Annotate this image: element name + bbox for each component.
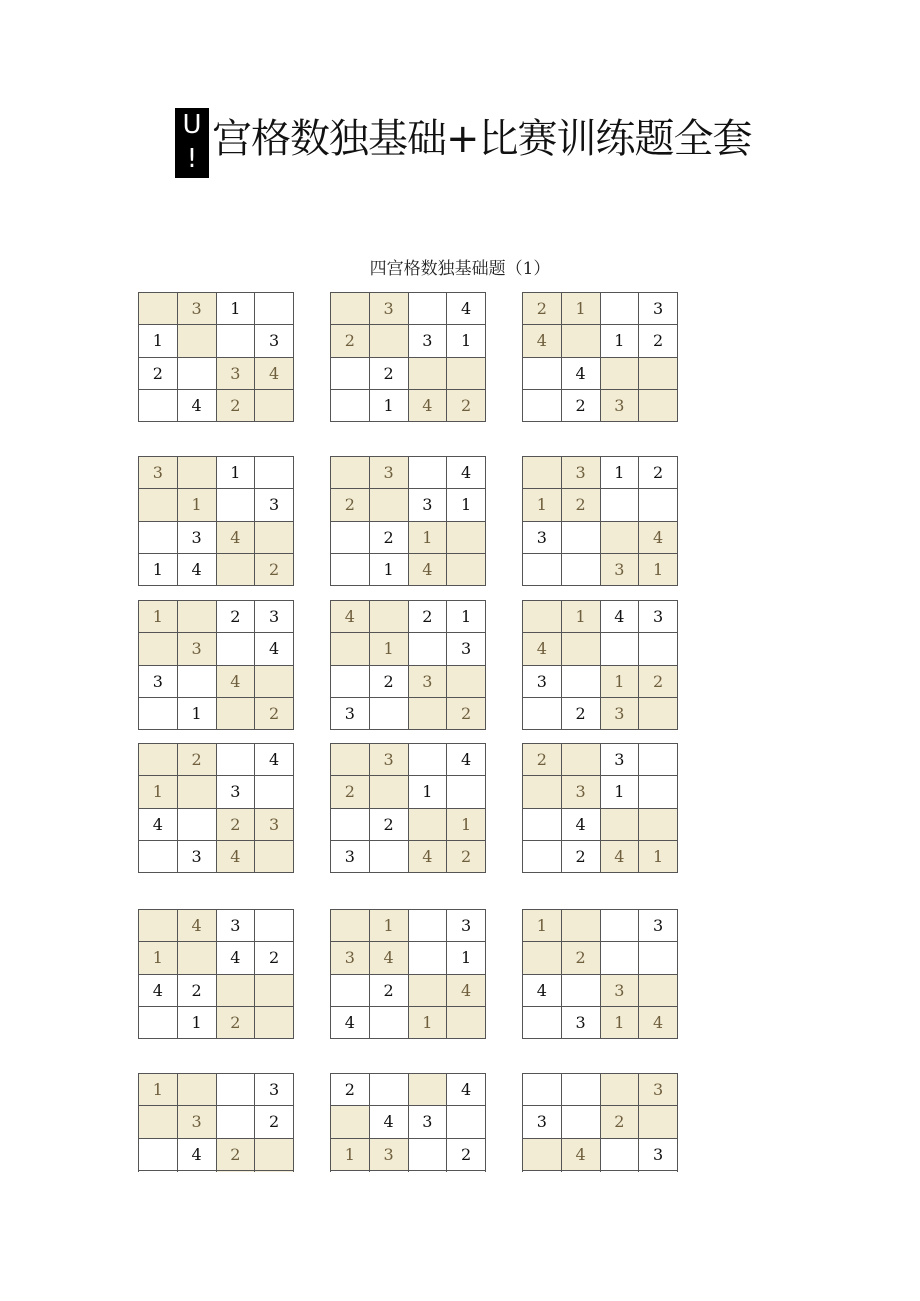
sudoku-cell: 1 xyxy=(178,489,217,521)
sudoku-cell: 2 xyxy=(255,942,294,974)
sudoku-cell xyxy=(639,975,678,1007)
sudoku-cell xyxy=(562,633,601,665)
sudoku-cell xyxy=(217,1106,256,1138)
sudoku-cell xyxy=(139,633,178,665)
sudoku-cell: 2 xyxy=(562,698,601,730)
sudoku-cell: 1 xyxy=(409,776,448,808)
title-badge xyxy=(175,108,209,178)
sudoku-cell xyxy=(562,1074,601,1106)
sudoku-cell xyxy=(601,358,640,390)
sudoku-cell: 1 xyxy=(139,601,178,633)
sudoku-cell: 3 xyxy=(523,522,562,554)
sudoku-cell: 3 xyxy=(331,841,370,873)
sudoku-cell: 3 xyxy=(178,1106,217,1138)
sudoku-cell: 3 xyxy=(370,1139,409,1171)
sudoku-cell: 3 xyxy=(409,666,448,698)
sudoku-cell: 4 xyxy=(139,809,178,841)
sudoku-cell: 4 xyxy=(523,325,562,357)
sudoku-grid xyxy=(522,292,678,422)
sudoku-cell xyxy=(409,1139,448,1171)
sudoku-cell: 1 xyxy=(601,666,640,698)
sudoku-cell: 4 xyxy=(447,293,486,325)
sudoku-cell xyxy=(523,776,562,808)
sudoku-cell xyxy=(523,1139,562,1171)
sudoku-cell xyxy=(139,744,178,776)
sudoku-cell: 1 xyxy=(447,489,486,521)
sudoku-cell: 2 xyxy=(562,841,601,873)
sudoku-cell xyxy=(523,698,562,730)
sudoku-cell xyxy=(523,1074,562,1106)
sudoku-cell: 1 xyxy=(447,809,486,841)
sudoku-cell: 3 xyxy=(255,325,294,357)
sudoku-cell: 4 xyxy=(331,1007,370,1039)
sudoku-grid xyxy=(522,600,678,730)
sudoku-cell xyxy=(139,522,178,554)
sudoku-cell: 3 xyxy=(370,293,409,325)
sudoku-cell: 3 xyxy=(409,1106,448,1138)
sudoku-cell xyxy=(331,744,370,776)
sudoku-cell: 4 xyxy=(562,809,601,841)
sudoku-cell xyxy=(523,841,562,873)
sudoku-cell: 3 xyxy=(255,489,294,521)
sudoku-cell: 3 xyxy=(139,666,178,698)
sudoku-cell xyxy=(562,554,601,586)
sudoku-cell xyxy=(255,457,294,489)
sudoku-cell: 3 xyxy=(255,809,294,841)
sudoku-cell: 3 xyxy=(178,293,217,325)
sudoku-grid xyxy=(330,743,486,873)
sudoku-cell xyxy=(178,325,217,357)
sudoku-cell: 3 xyxy=(409,489,448,521)
sudoku-cell xyxy=(523,942,562,974)
badge-top-letter: U xyxy=(182,110,202,140)
sudoku-cell xyxy=(370,698,409,730)
sudoku-cell xyxy=(217,633,256,665)
sudoku-cell: 4 xyxy=(523,633,562,665)
sudoku-cell xyxy=(562,975,601,1007)
sudoku-cell: 3 xyxy=(601,554,640,586)
sudoku-cell xyxy=(217,698,256,730)
sudoku-cell xyxy=(370,489,409,521)
sudoku-cell xyxy=(331,910,370,942)
sudoku-cell xyxy=(178,809,217,841)
sudoku-cell xyxy=(639,1106,678,1138)
sudoku-cell: 4 xyxy=(447,1074,486,1106)
sudoku-cell xyxy=(331,358,370,390)
sudoku-grid xyxy=(330,600,486,730)
sudoku-cell: 2 xyxy=(370,358,409,390)
page-cutoff xyxy=(0,1172,920,1301)
sudoku-cell xyxy=(255,1139,294,1171)
sudoku-grid xyxy=(522,909,678,1039)
sudoku-grid xyxy=(138,456,294,586)
sudoku-cell: 2 xyxy=(217,809,256,841)
sudoku-cell: 3 xyxy=(331,698,370,730)
sudoku-cell xyxy=(370,1074,409,1106)
sudoku-cell: 1 xyxy=(217,457,256,489)
sudoku-cell xyxy=(331,390,370,422)
sudoku-cell xyxy=(601,942,640,974)
sudoku-grid xyxy=(330,456,486,586)
sudoku-cell: 2 xyxy=(639,325,678,357)
sudoku-cell: 2 xyxy=(331,489,370,521)
sudoku-grid xyxy=(138,292,294,422)
sudoku-cell: 3 xyxy=(601,744,640,776)
sudoku-cell xyxy=(562,1106,601,1138)
sudoku-cell: 3 xyxy=(639,910,678,942)
sudoku-cell xyxy=(639,390,678,422)
sudoku-cell: 1 xyxy=(370,390,409,422)
sudoku-cell: 1 xyxy=(139,776,178,808)
sudoku-cell: 3 xyxy=(639,293,678,325)
sudoku-cell: 1 xyxy=(217,293,256,325)
sudoku-cell xyxy=(217,554,256,586)
sudoku-cell xyxy=(370,776,409,808)
sudoku-cell xyxy=(409,633,448,665)
sudoku-cell: 4 xyxy=(370,1106,409,1138)
sudoku-cell xyxy=(523,809,562,841)
sudoku-cell xyxy=(409,698,448,730)
sudoku-cell xyxy=(331,522,370,554)
sudoku-cell xyxy=(447,666,486,698)
sudoku-cell xyxy=(370,601,409,633)
sudoku-cell xyxy=(601,910,640,942)
sudoku-cell xyxy=(139,1106,178,1138)
sudoku-cell: 2 xyxy=(370,666,409,698)
sudoku-cell xyxy=(331,666,370,698)
sudoku-cell: 3 xyxy=(523,666,562,698)
sudoku-cell: 1 xyxy=(370,910,409,942)
sudoku-cell: 4 xyxy=(523,975,562,1007)
sudoku-cell: 2 xyxy=(331,776,370,808)
sudoku-cell: 4 xyxy=(409,841,448,873)
sudoku-cell: 4 xyxy=(178,554,217,586)
sudoku-cell: 4 xyxy=(639,522,678,554)
sudoku-cell xyxy=(409,744,448,776)
sudoku-cell: 3 xyxy=(639,1139,678,1171)
sudoku-cell xyxy=(217,1074,256,1106)
sudoku-cell: 2 xyxy=(331,325,370,357)
sudoku-cell: 3 xyxy=(601,390,640,422)
sudoku-grid xyxy=(138,909,294,1039)
sudoku-cell xyxy=(139,293,178,325)
sudoku-cell: 4 xyxy=(255,633,294,665)
sudoku-cell: 1 xyxy=(639,554,678,586)
sudoku-cell xyxy=(255,522,294,554)
sudoku-cell: 4 xyxy=(331,601,370,633)
sudoku-cell xyxy=(409,809,448,841)
sudoku-cell: 1 xyxy=(370,554,409,586)
sudoku-cell: 4 xyxy=(562,1139,601,1171)
sudoku-cell xyxy=(409,1074,448,1106)
sudoku-cell: 3 xyxy=(562,776,601,808)
sudoku-cell: 2 xyxy=(523,744,562,776)
sudoku-cell xyxy=(639,633,678,665)
sudoku-cell: 4 xyxy=(370,942,409,974)
sudoku-cell: 2 xyxy=(217,601,256,633)
sudoku-cell: 2 xyxy=(601,1106,640,1138)
sudoku-cell: 1 xyxy=(370,633,409,665)
sudoku-cell xyxy=(639,744,678,776)
sudoku-cell xyxy=(331,1106,370,1138)
sudoku-cell: 2 xyxy=(639,457,678,489)
sudoku-cell xyxy=(523,554,562,586)
sudoku-cell xyxy=(255,1007,294,1039)
sudoku-cell xyxy=(523,390,562,422)
sudoku-cell xyxy=(255,666,294,698)
sudoku-cell: 4 xyxy=(178,910,217,942)
sudoku-grid xyxy=(138,743,294,873)
sudoku-cell xyxy=(331,554,370,586)
sudoku-cell xyxy=(255,910,294,942)
sudoku-cell xyxy=(139,698,178,730)
sudoku-cell: 2 xyxy=(409,601,448,633)
sudoku-cell xyxy=(178,601,217,633)
sudoku-cell: 1 xyxy=(178,698,217,730)
sudoku-cell: 1 xyxy=(523,489,562,521)
sudoku-cell: 1 xyxy=(601,776,640,808)
sudoku-cell xyxy=(370,325,409,357)
sudoku-cell: 2 xyxy=(217,1139,256,1171)
sudoku-cell: 3 xyxy=(639,1074,678,1106)
sudoku-cell: 2 xyxy=(255,698,294,730)
sudoku-cell: 3 xyxy=(447,910,486,942)
sudoku-cell xyxy=(523,457,562,489)
sudoku-cell: 1 xyxy=(601,1007,640,1039)
sudoku-cell: 2 xyxy=(523,293,562,325)
sudoku-cell xyxy=(139,489,178,521)
sudoku-cell xyxy=(217,489,256,521)
sudoku-cell: 1 xyxy=(562,601,601,633)
sudoku-grid xyxy=(522,456,678,586)
sudoku-cell: 4 xyxy=(409,390,448,422)
sudoku-cell: 3 xyxy=(601,975,640,1007)
sudoku-cell xyxy=(178,666,217,698)
sudoku-cell: 1 xyxy=(447,942,486,974)
sudoku-cell: 1 xyxy=(562,293,601,325)
sudoku-cell xyxy=(639,489,678,521)
page-title: 宫格数独基础+比赛训练题全套 xyxy=(212,116,752,162)
sudoku-cell xyxy=(447,522,486,554)
section-title: 四宫格数独基础题（1） xyxy=(369,259,551,279)
sudoku-cell xyxy=(562,522,601,554)
sudoku-cell xyxy=(601,633,640,665)
sudoku-cell: 2 xyxy=(255,1106,294,1138)
sudoku-cell: 3 xyxy=(217,776,256,808)
sudoku-cell: 2 xyxy=(447,1139,486,1171)
sudoku-cell: 1 xyxy=(139,325,178,357)
sudoku-grid xyxy=(330,909,486,1039)
sudoku-cell: 3 xyxy=(639,601,678,633)
sudoku-cell: 2 xyxy=(370,522,409,554)
sudoku-cell xyxy=(601,522,640,554)
sudoku-cell xyxy=(178,457,217,489)
sudoku-cell: 3 xyxy=(370,744,409,776)
sudoku-cell: 4 xyxy=(255,744,294,776)
sudoku-cell xyxy=(562,666,601,698)
sudoku-cell: 4 xyxy=(562,358,601,390)
sudoku-cell: 2 xyxy=(562,390,601,422)
sudoku-cell: 3 xyxy=(562,457,601,489)
sudoku-cell: 4 xyxy=(217,522,256,554)
sudoku-cell xyxy=(639,698,678,730)
sudoku-cell xyxy=(639,358,678,390)
sudoku-cell xyxy=(139,390,178,422)
sudoku-cell: 2 xyxy=(331,1074,370,1106)
sudoku-cell xyxy=(255,776,294,808)
sudoku-cell xyxy=(601,489,640,521)
sudoku-cell: 1 xyxy=(331,1139,370,1171)
sudoku-cell xyxy=(409,942,448,974)
sudoku-cell: 4 xyxy=(217,666,256,698)
sudoku-cell xyxy=(562,325,601,357)
sudoku-cell: 1 xyxy=(139,942,178,974)
sudoku-cell: 1 xyxy=(409,522,448,554)
sudoku-cell xyxy=(331,633,370,665)
sudoku-cell xyxy=(255,293,294,325)
sudoku-cell: 1 xyxy=(178,1007,217,1039)
sudoku-cell xyxy=(255,975,294,1007)
sudoku-cell: 2 xyxy=(562,489,601,521)
sudoku-cell: 3 xyxy=(217,358,256,390)
sudoku-cell: 2 xyxy=(562,942,601,974)
sudoku-cell: 4 xyxy=(178,1139,217,1171)
sudoku-cell: 1 xyxy=(139,554,178,586)
sudoku-cell xyxy=(331,975,370,1007)
sudoku-cell: 1 xyxy=(523,910,562,942)
sudoku-cell xyxy=(447,776,486,808)
sudoku-cell xyxy=(217,744,256,776)
sudoku-cell: 2 xyxy=(139,358,178,390)
sudoku-cell: 1 xyxy=(601,457,640,489)
sudoku-cell xyxy=(409,457,448,489)
sudoku-cell: 4 xyxy=(601,601,640,633)
sudoku-cell xyxy=(370,1007,409,1039)
sudoku-cell: 2 xyxy=(447,841,486,873)
sudoku-cell: 1 xyxy=(601,325,640,357)
sudoku-cell xyxy=(523,358,562,390)
sudoku-cell xyxy=(523,601,562,633)
sudoku-cell: 4 xyxy=(447,975,486,1007)
sudoku-cell xyxy=(255,390,294,422)
sudoku-cell xyxy=(562,910,601,942)
sudoku-cell: 4 xyxy=(447,744,486,776)
sudoku-cell xyxy=(601,1139,640,1171)
sudoku-cell: 3 xyxy=(601,698,640,730)
sudoku-cell: 3 xyxy=(409,325,448,357)
sudoku-cell xyxy=(370,841,409,873)
sudoku-cell xyxy=(562,744,601,776)
sudoku-cell: 1 xyxy=(447,601,486,633)
sudoku-cell: 1 xyxy=(409,1007,448,1039)
sudoku-cell: 1 xyxy=(639,841,678,873)
sudoku-cell: 2 xyxy=(447,390,486,422)
sudoku-grid xyxy=(138,600,294,730)
sudoku-cell: 3 xyxy=(331,942,370,974)
sudoku-cell xyxy=(178,942,217,974)
sudoku-cell: 4 xyxy=(139,975,178,1007)
sudoku-cell xyxy=(255,841,294,873)
sudoku-cell xyxy=(639,809,678,841)
sudoku-cell: 2 xyxy=(255,554,294,586)
sudoku-cell: 4 xyxy=(217,841,256,873)
sudoku-cell xyxy=(447,554,486,586)
sudoku-cell: 3 xyxy=(139,457,178,489)
sudoku-cell: 2 xyxy=(178,975,217,1007)
sudoku-cell: 2 xyxy=(178,744,217,776)
sudoku-cell xyxy=(178,776,217,808)
sudoku-cell xyxy=(331,293,370,325)
sudoku-cell: 2 xyxy=(447,698,486,730)
sudoku-cell: 2 xyxy=(639,666,678,698)
sudoku-cell: 3 xyxy=(178,633,217,665)
sudoku-cell: 3 xyxy=(178,841,217,873)
sudoku-cell xyxy=(178,1074,217,1106)
sudoku-cell xyxy=(217,325,256,357)
sudoku-grid xyxy=(330,292,486,422)
sudoku-cell xyxy=(139,1007,178,1039)
sudoku-cell: 3 xyxy=(255,1074,294,1106)
sudoku-cell xyxy=(409,975,448,1007)
sudoku-cell xyxy=(639,776,678,808)
sudoku-cell: 2 xyxy=(370,809,409,841)
sudoku-cell xyxy=(217,975,256,1007)
sudoku-cell: 3 xyxy=(562,1007,601,1039)
sudoku-cell: 1 xyxy=(447,325,486,357)
sudoku-cell xyxy=(601,293,640,325)
sudoku-cell: 2 xyxy=(217,390,256,422)
sudoku-cell: 1 xyxy=(139,1074,178,1106)
sudoku-cell xyxy=(139,910,178,942)
sudoku-cell: 4 xyxy=(409,554,448,586)
sudoku-cell xyxy=(601,809,640,841)
sudoku-cell xyxy=(331,809,370,841)
sudoku-cell xyxy=(601,1074,640,1106)
sudoku-cell: 2 xyxy=(370,975,409,1007)
sudoku-cell xyxy=(139,841,178,873)
sudoku-grid xyxy=(522,743,678,873)
sudoku-cell: 3 xyxy=(178,522,217,554)
sudoku-cell: 4 xyxy=(639,1007,678,1039)
sudoku-cell: 4 xyxy=(217,942,256,974)
sudoku-cell: 4 xyxy=(255,358,294,390)
sudoku-cell xyxy=(409,910,448,942)
sudoku-cell xyxy=(447,1106,486,1138)
sudoku-cell xyxy=(447,1007,486,1039)
sudoku-cell: 2 xyxy=(217,1007,256,1039)
sudoku-cell xyxy=(331,457,370,489)
sudoku-cell: 4 xyxy=(601,841,640,873)
sudoku-cell: 3 xyxy=(217,910,256,942)
sudoku-cell xyxy=(409,358,448,390)
sudoku-cell xyxy=(523,1007,562,1039)
sudoku-cell: 3 xyxy=(447,633,486,665)
sudoku-cell xyxy=(409,293,448,325)
sudoku-cell: 3 xyxy=(370,457,409,489)
sudoku-cell: 4 xyxy=(447,457,486,489)
sudoku-cell xyxy=(447,358,486,390)
sudoku-cell: 3 xyxy=(255,601,294,633)
sudoku-cell: 3 xyxy=(523,1106,562,1138)
sudoku-cell xyxy=(178,358,217,390)
sudoku-cell: 4 xyxy=(178,390,217,422)
badge-bottom-letter: ! xyxy=(186,144,198,174)
sudoku-cell xyxy=(639,942,678,974)
sudoku-cell xyxy=(139,1139,178,1171)
